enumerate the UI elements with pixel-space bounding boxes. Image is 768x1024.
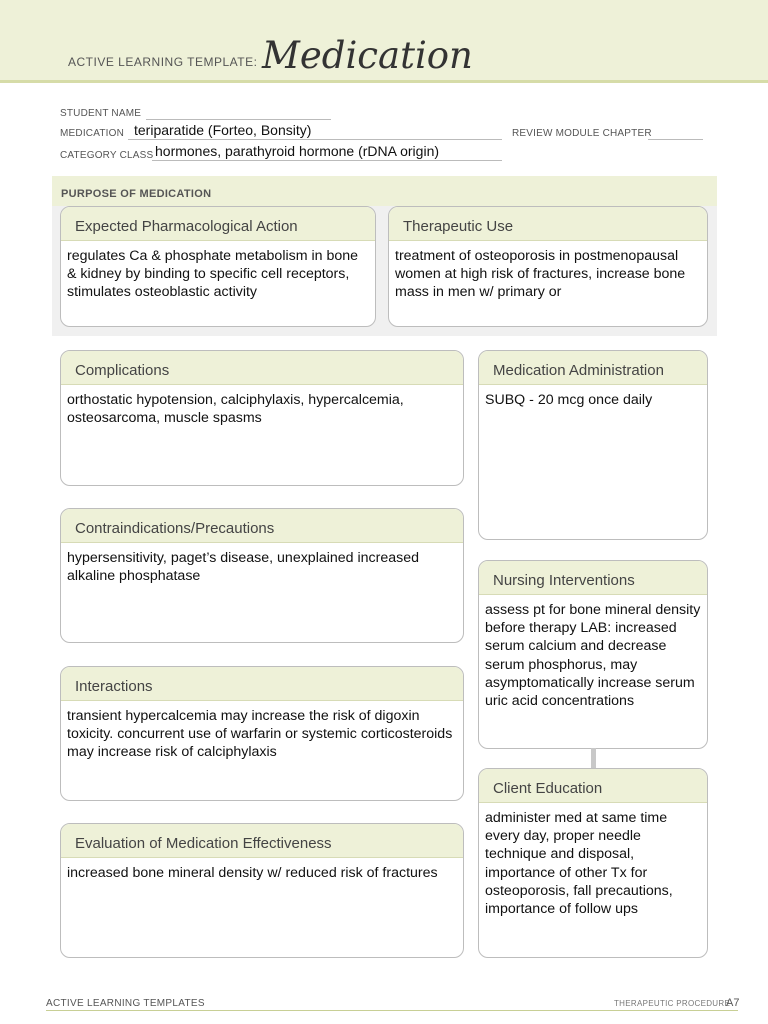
contraindications-title: Contraindications/Precautions (61, 509, 463, 543)
therapeutic-use-text[interactable]: treatment of osteoporosis in postmenopausal women at high risk of fractures, increase bone mass in men w/ primary or (395, 248, 686, 301)
complications-title: Complications (61, 351, 463, 385)
contraindications-text[interactable]: hypersensitivity, paget’s disease, unexplained increased alkaline phosphatase (67, 550, 420, 585)
complications-text[interactable]: orthostatic hypotension, calciphylaxis, hypercalcemia, osteosarcoma, muscle spasms (67, 392, 404, 427)
box-connector (591, 748, 596, 768)
complications-box (60, 350, 464, 486)
page-number: A7 (726, 997, 740, 1009)
template-label: ACTIVE LEARNING TEMPLATE: (68, 55, 258, 69)
category-class-field[interactable]: hormones, parathyroid hormone (rDNA origin) (155, 143, 440, 159)
medication-field[interactable]: teriparatide (Forteo, Bonsity) (134, 122, 312, 138)
client-education-text[interactable]: administer med at same time every day, proper needle technique and disposal, importance of other Tx for osteoporosis, fall precautions, importance of follow ups (485, 810, 673, 918)
administration-box (478, 350, 708, 540)
review-module-line (648, 139, 703, 140)
category-class-line (152, 160, 502, 161)
evaluation-box (60, 823, 464, 958)
student-name-line (146, 119, 331, 120)
page-title: Medication (262, 34, 473, 77)
medication-label: MEDICATION (60, 128, 125, 139)
evaluation-title: Evaluation of Medication Effectiveness (61, 824, 463, 858)
interactions-text[interactable]: transient hypercalcemia may increase the risk of digoxin toxicity. concurrent use of warfarin or systemic corticosteroids may increase risk of calciphylaxis (67, 708, 453, 761)
therapeutic-use-box (388, 206, 708, 327)
expected-action-text[interactable]: regulates Ca & phosphate metabolism in bone & kidney by binding to specific cell receptors, stimulates osteoblastic activity (67, 248, 359, 301)
administration-text[interactable]: SUBQ - 20 mcg once daily (485, 392, 653, 408)
review-module-label: REVIEW MODULE CHAPTER (512, 128, 652, 139)
student-name-label: STUDENT NAME (60, 108, 142, 119)
purpose-label: PURPOSE OF MEDICATION (61, 188, 212, 200)
nursing-text[interactable]: assess pt for bone mineral density before therapy LAB: increased serum calcium and decrease serum phosphorus, may asymptomatically increase serum uric acid concentrations (485, 602, 701, 710)
expected-action-title: Expected Pharmacological Action (61, 207, 375, 241)
evaluation-text[interactable]: increased bone mineral density w/ reduced risk of fractures (67, 865, 438, 881)
therapeutic-use-title: Therapeutic Use (389, 207, 707, 241)
administration-title: Medication Administration (479, 351, 707, 385)
category-class-label: CATEGORY CLASS (60, 150, 154, 161)
interactions-box (60, 666, 464, 801)
client-education-box (478, 768, 708, 958)
expected-action-box (60, 206, 376, 327)
footer-left-label: ACTIVE LEARNING TEMPLATES (46, 998, 205, 1009)
interactions-title: Interactions (61, 667, 463, 701)
footer-divider (46, 1010, 738, 1011)
client-education-title: Client Education (479, 769, 707, 803)
contraindications-box (60, 508, 464, 643)
nursing-title: Nursing Interventions (479, 561, 707, 595)
nursing-box (478, 560, 708, 749)
footer-right-label: THERAPEUTIC PROCEDURE (614, 999, 731, 1008)
medication-line (128, 139, 502, 140)
